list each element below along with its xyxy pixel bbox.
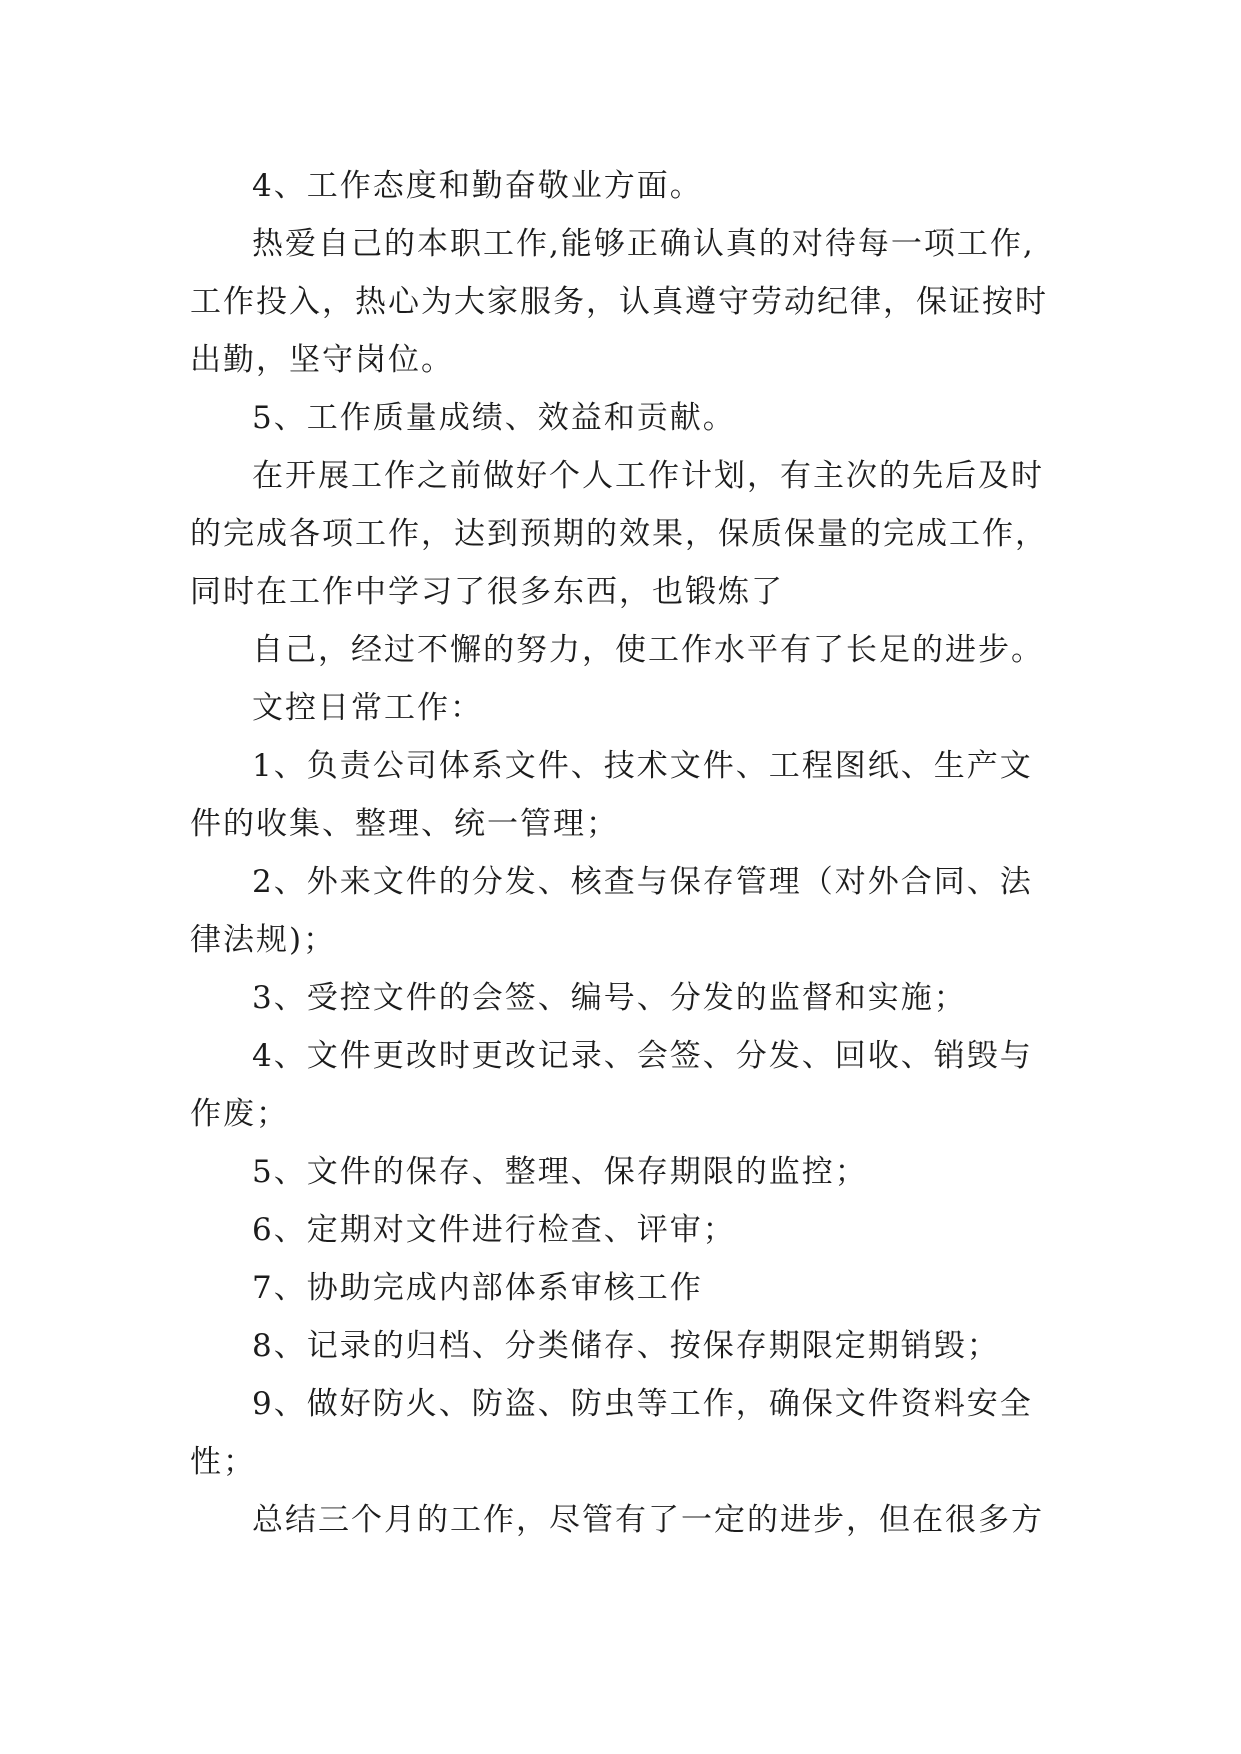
text-line: 3、受控文件的会签、编号、分发的监督和实施； — [252, 980, 967, 1016]
paragraph-work-quality-heading — [190, 389, 1080, 447]
text-line: 1、负责公司体系文件、技术文件、工程图纸、生产文 — [252, 748, 1033, 784]
paragraph-progress — [190, 621, 1080, 679]
text-line: 热爱自己的本职工作,能够正确认真的对待每一项工作, — [252, 226, 1035, 262]
list-item-7 — [190, 1259, 1080, 1317]
text-line: 5、工作质量成绩、效益和贡献。 — [252, 400, 736, 436]
text-line: 6、定期对文件进行检查、评审； — [252, 1212, 736, 1248]
paragraph-doc-control-heading — [190, 679, 1080, 737]
text-line: 在开展工作之前做好个人工作计划，有主次的先后及时 — [252, 458, 1044, 494]
list-item-3 — [190, 969, 1080, 1027]
text-line: 性； — [190, 1444, 256, 1480]
text-line: 出勤，坚守岗位。 — [190, 342, 454, 378]
text-line: 件的收集、整理、统一管理； — [190, 806, 619, 842]
text-line: 总结三个月的工作，尽管有了一定的进步，但在很多方 — [252, 1502, 1044, 1538]
paragraph-work-attitude-body — [190, 215, 1080, 389]
list-item-4 — [190, 1027, 1080, 1143]
paragraph-work-attitude-heading — [190, 157, 1080, 215]
paragraph-work-quality-body — [190, 447, 1080, 621]
text-line: 9、做好防火、防盗、防虫等工作，确保文件资料安全 — [252, 1386, 1033, 1422]
text-line: 4、文件更改时更改记录、会签、分发、回收、销毁与 — [252, 1038, 1033, 1074]
list-item-2 — [190, 853, 1080, 969]
text-line: 的完成各项工作，达到预期的效果，保质保量的完成工作， — [190, 516, 1048, 552]
text-line: 4、工作态度和勤奋敬业方面。 — [252, 168, 703, 204]
text-line: 作废； — [190, 1096, 289, 1132]
text-line: 工作投入，热心为大家服务，认真遵守劳动纪律，保证按时 — [190, 284, 1048, 320]
text-line: 律法规)； — [190, 922, 337, 958]
text-line: 自己，经过不懈的努力，使工作水平有了长足的进步。 — [252, 632, 1044, 668]
document-body — [190, 157, 1080, 1549]
text-line: 7、协助完成内部体系审核工作 — [252, 1270, 703, 1306]
text-line: 同时在工作中学习了很多东西，也锻炼了 — [190, 574, 784, 610]
list-item-1 — [190, 737, 1080, 853]
text-line: 5、文件的保存、整理、保存期限的监控； — [252, 1154, 868, 1190]
list-item-9 — [190, 1375, 1080, 1491]
text-line: 8、记录的归档、分类储存、按保存期限定期销毁； — [252, 1328, 1000, 1364]
text-line: 2、外来文件的分发、核查与保存管理（对外合同、法 — [252, 864, 1033, 900]
list-item-8 — [190, 1317, 1080, 1375]
list-item-5 — [190, 1143, 1080, 1201]
list-item-6 — [190, 1201, 1080, 1259]
paragraph-summary — [190, 1491, 1080, 1549]
text-line: 文控日常工作： — [252, 690, 483, 726]
